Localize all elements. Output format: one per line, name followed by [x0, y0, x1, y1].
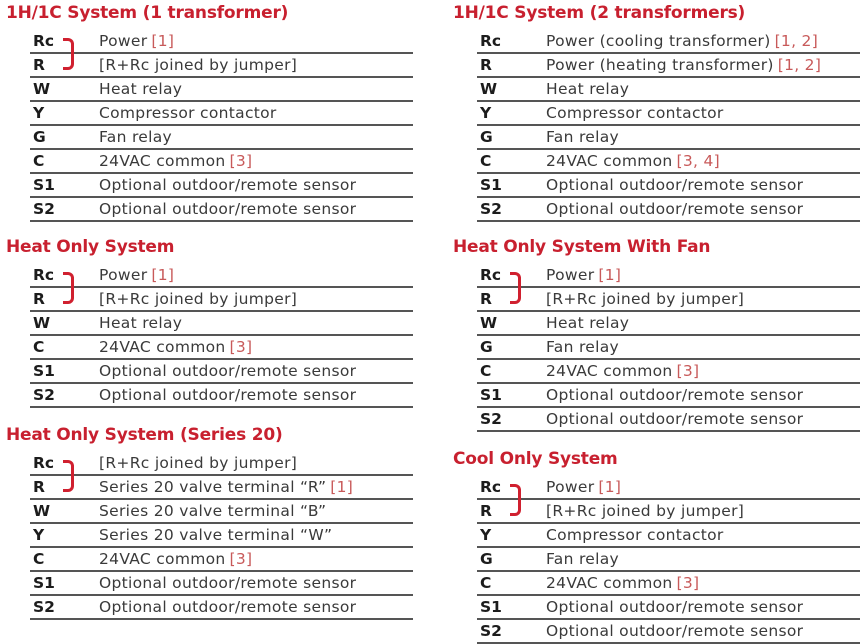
terminal-label: Rc	[33, 454, 55, 472]
terminal-description	[546, 32, 818, 50]
terminal-description	[99, 454, 297, 472]
terminal-label: S2	[33, 200, 55, 218]
terminal-label: S1	[33, 362, 55, 380]
description-text: [R+Rc joined by jumper]	[546, 290, 745, 308]
terminal-label: Rc	[33, 266, 55, 284]
terminal-label: Rc	[480, 32, 502, 50]
description-text: Optional outdoor/remote sensor	[546, 622, 804, 640]
terminal-description	[546, 526, 724, 544]
terminal-row	[477, 572, 860, 596]
terminal-label: S2	[480, 410, 502, 428]
terminal-label: Y	[480, 104, 492, 122]
description-text: Optional outdoor/remote sensor	[99, 598, 357, 616]
terminal-label: R	[480, 290, 492, 308]
description-text: Power	[546, 266, 595, 284]
description-text: Optional outdoor/remote sensor	[99, 574, 357, 592]
terminal-label: S1	[33, 176, 55, 194]
terminal-row	[477, 500, 860, 524]
wiring-section	[453, 448, 860, 644]
jumper-bracket-icon	[63, 460, 74, 492]
terminal-label: S1	[480, 386, 502, 404]
description-text: Power (cooling transformer)	[546, 32, 771, 50]
terminal-row	[30, 102, 413, 126]
terminal-row	[477, 102, 860, 126]
terminal-row	[30, 54, 413, 78]
terminal-table	[477, 476, 860, 644]
terminal-table	[477, 264, 860, 432]
jumper-bracket-icon	[510, 272, 521, 304]
terminal-label: S1	[480, 598, 502, 616]
footnote-reference: [1]	[151, 32, 175, 50]
terminal-label: W	[33, 314, 51, 332]
description-text: Power (heating transformer)	[546, 56, 774, 74]
terminal-table	[30, 452, 413, 620]
terminal-row	[30, 476, 413, 500]
terminal-table	[30, 264, 413, 408]
terminal-row	[30, 264, 413, 288]
terminal-description	[546, 502, 744, 520]
terminal-description	[546, 176, 803, 194]
terminal-row	[477, 150, 860, 174]
terminal-description	[99, 32, 174, 50]
terminal-row	[30, 336, 413, 360]
terminal-label: R	[480, 56, 492, 74]
description-text: Optional outdoor/remote sensor	[546, 410, 804, 428]
footnote-reference: [3]	[229, 152, 253, 170]
terminal-description	[546, 56, 821, 74]
terminal-label: C	[33, 152, 45, 170]
terminal-label: R	[33, 56, 45, 74]
terminal-description	[99, 104, 277, 122]
terminal-label: S2	[33, 386, 55, 404]
terminal-row	[477, 264, 860, 288]
description-text: Compressor contactor	[546, 104, 724, 122]
terminal-row	[477, 336, 860, 360]
terminal-label: C	[480, 574, 492, 592]
terminal-row	[477, 360, 860, 384]
description-text: Fan relay	[99, 128, 172, 146]
terminal-label: W	[480, 314, 498, 332]
terminal-description	[546, 574, 699, 592]
terminal-row	[30, 500, 413, 524]
description-text: Series 20 valve terminal “W”	[99, 526, 333, 544]
terminal-row	[30, 596, 413, 620]
description-text: 24VAC common	[546, 574, 673, 592]
terminal-label: G	[480, 128, 493, 146]
description-text: [R+Rc joined by jumper]	[546, 502, 745, 520]
description-text: Power	[99, 32, 148, 50]
description-text: Fan relay	[546, 338, 619, 356]
description-text: [R+Rc joined by jumper]	[99, 290, 298, 308]
terminal-label: C	[480, 362, 492, 380]
description-text: 24VAC common	[546, 152, 673, 170]
wiring-section	[6, 236, 413, 408]
terminal-row	[477, 288, 860, 312]
terminal-row	[30, 548, 413, 572]
terminal-description	[99, 502, 326, 520]
terminal-description	[546, 128, 619, 146]
terminal-label: Rc	[480, 266, 502, 284]
section-title: 1H/1C System (1 transformer)	[6, 3, 289, 23]
description-text: Optional outdoor/remote sensor	[99, 362, 357, 380]
terminal-row	[30, 30, 413, 54]
terminal-label: W	[480, 80, 498, 98]
terminal-description	[546, 104, 724, 122]
terminal-table	[30, 30, 413, 222]
terminal-row	[477, 548, 860, 572]
description-text: Optional outdoor/remote sensor	[546, 386, 804, 404]
footnote-reference: [3]	[676, 574, 700, 592]
description-text: Power	[99, 266, 148, 284]
jumper-bracket-icon	[63, 38, 74, 70]
terminal-label: C	[33, 338, 45, 356]
terminal-description	[99, 152, 252, 170]
terminal-label: S2	[480, 200, 502, 218]
terminal-label: G	[480, 550, 493, 568]
terminal-table	[477, 30, 860, 222]
terminal-row	[477, 408, 860, 432]
description-text: 24VAC common	[99, 152, 226, 170]
terminal-label: C	[33, 550, 45, 568]
terminal-row	[477, 524, 860, 548]
terminal-row	[30, 384, 413, 408]
description-text: Optional outdoor/remote sensor	[546, 176, 804, 194]
terminal-row	[477, 54, 860, 78]
section-title: Cool Only System	[453, 449, 618, 469]
terminal-description	[99, 200, 356, 218]
description-text: Power	[546, 478, 595, 496]
terminal-label: W	[33, 80, 51, 98]
section-title: Heat Only System (Series 20)	[6, 425, 283, 445]
terminal-description	[546, 338, 619, 356]
description-text: 24VAC common	[99, 550, 226, 568]
terminal-label: S1	[480, 176, 502, 194]
terminal-row	[477, 596, 860, 620]
terminal-row	[477, 78, 860, 102]
footnote-reference: [3]	[229, 338, 253, 356]
description-text: Series 20 valve terminal “B”	[99, 502, 327, 520]
terminal-row	[477, 476, 860, 500]
description-text: Series 20 valve terminal “R”	[99, 478, 327, 496]
terminal-row	[30, 360, 413, 384]
terminal-description	[546, 152, 720, 170]
description-text: Heat relay	[546, 80, 630, 98]
terminal-row	[477, 384, 860, 408]
terminal-row	[477, 174, 860, 198]
footnote-reference: [3]	[229, 550, 253, 568]
section-title: Heat Only System With Fan	[453, 237, 711, 257]
description-text: Heat relay	[546, 314, 630, 332]
terminal-label: Y	[33, 104, 45, 122]
terminal-row	[30, 126, 413, 150]
terminal-description	[546, 200, 803, 218]
terminal-description	[546, 266, 621, 284]
terminal-description	[546, 550, 619, 568]
footnote-reference: [1]	[330, 478, 354, 496]
terminal-label: G	[480, 338, 493, 356]
terminal-description	[99, 128, 172, 146]
terminal-description	[546, 598, 803, 616]
terminal-description	[99, 574, 356, 592]
terminal-label: S2	[33, 598, 55, 616]
terminal-label: R	[33, 478, 45, 496]
wiring-section	[6, 424, 413, 620]
footnote-reference: [1, 2]	[777, 56, 822, 74]
description-text: [R+Rc joined by jumper]	[99, 56, 298, 74]
section-title: 1H/1C System (2 transformers)	[453, 3, 746, 23]
terminal-label: Y	[33, 526, 45, 544]
terminal-row	[477, 620, 860, 644]
terminal-label: S1	[33, 574, 55, 592]
terminal-description	[99, 362, 356, 380]
terminal-row	[30, 198, 413, 222]
terminal-description	[99, 266, 174, 284]
terminal-description	[99, 80, 182, 98]
wiring-section	[6, 2, 413, 222]
terminal-label: W	[33, 502, 51, 520]
terminal-description	[546, 314, 629, 332]
description-text: Compressor contactor	[99, 104, 277, 122]
description-text: 24VAC common	[546, 362, 673, 380]
footnote-reference: [1, 2]	[774, 32, 819, 50]
terminal-row	[477, 198, 860, 222]
terminal-label: Rc	[33, 32, 55, 50]
terminal-description	[99, 56, 297, 74]
description-text: Optional outdoor/remote sensor	[99, 200, 357, 218]
terminal-row	[477, 30, 860, 54]
section-title: Heat Only System	[6, 237, 175, 257]
terminal-row	[30, 312, 413, 336]
terminal-description	[99, 338, 252, 356]
terminal-description	[546, 386, 803, 404]
terminal-row	[477, 312, 860, 336]
terminal-description	[99, 526, 332, 544]
footnote-reference: [1]	[598, 266, 622, 284]
description-text: Fan relay	[546, 550, 619, 568]
terminal-description	[99, 550, 252, 568]
description-text: Optional outdoor/remote sensor	[546, 598, 804, 616]
terminal-label: R	[480, 502, 492, 520]
terminal-row	[30, 150, 413, 174]
terminal-label: R	[33, 290, 45, 308]
terminal-description	[546, 622, 803, 640]
terminal-description	[546, 478, 621, 496]
terminal-description	[99, 290, 297, 308]
terminal-row	[30, 288, 413, 312]
description-text: Optional outdoor/remote sensor	[546, 200, 804, 218]
wiring-section	[453, 236, 860, 432]
terminal-description	[546, 410, 803, 428]
description-text: Fan relay	[546, 128, 619, 146]
terminal-description	[99, 314, 182, 332]
terminal-description	[546, 80, 629, 98]
description-text: Optional outdoor/remote sensor	[99, 176, 357, 194]
terminal-description	[99, 598, 356, 616]
terminal-description	[99, 176, 356, 194]
wiring-section	[453, 2, 860, 222]
terminal-row	[30, 78, 413, 102]
terminal-label: G	[33, 128, 46, 146]
terminal-row	[30, 174, 413, 198]
terminal-row	[30, 572, 413, 596]
terminal-description	[99, 478, 353, 496]
description-text: Optional outdoor/remote sensor	[99, 386, 357, 404]
terminal-description	[99, 386, 356, 404]
description-text: [R+Rc joined by jumper]	[99, 454, 298, 472]
terminal-label: Rc	[480, 478, 502, 496]
jumper-bracket-icon	[63, 272, 74, 304]
footnote-reference: [1]	[151, 266, 175, 284]
footnote-reference: [3, 4]	[676, 152, 721, 170]
description-text: Compressor contactor	[546, 526, 724, 544]
terminal-label: S2	[480, 622, 502, 640]
footnote-reference: [3]	[676, 362, 700, 380]
terminal-description	[546, 290, 744, 308]
terminal-row	[477, 126, 860, 150]
description-text: 24VAC common	[99, 338, 226, 356]
jumper-bracket-icon	[510, 484, 521, 516]
terminal-description	[546, 362, 699, 380]
terminal-row	[30, 524, 413, 548]
description-text: Heat relay	[99, 80, 183, 98]
description-text: Heat relay	[99, 314, 183, 332]
terminal-label: C	[480, 152, 492, 170]
footnote-reference: [1]	[598, 478, 622, 496]
terminal-label: Y	[480, 526, 492, 544]
terminal-row	[30, 452, 413, 476]
